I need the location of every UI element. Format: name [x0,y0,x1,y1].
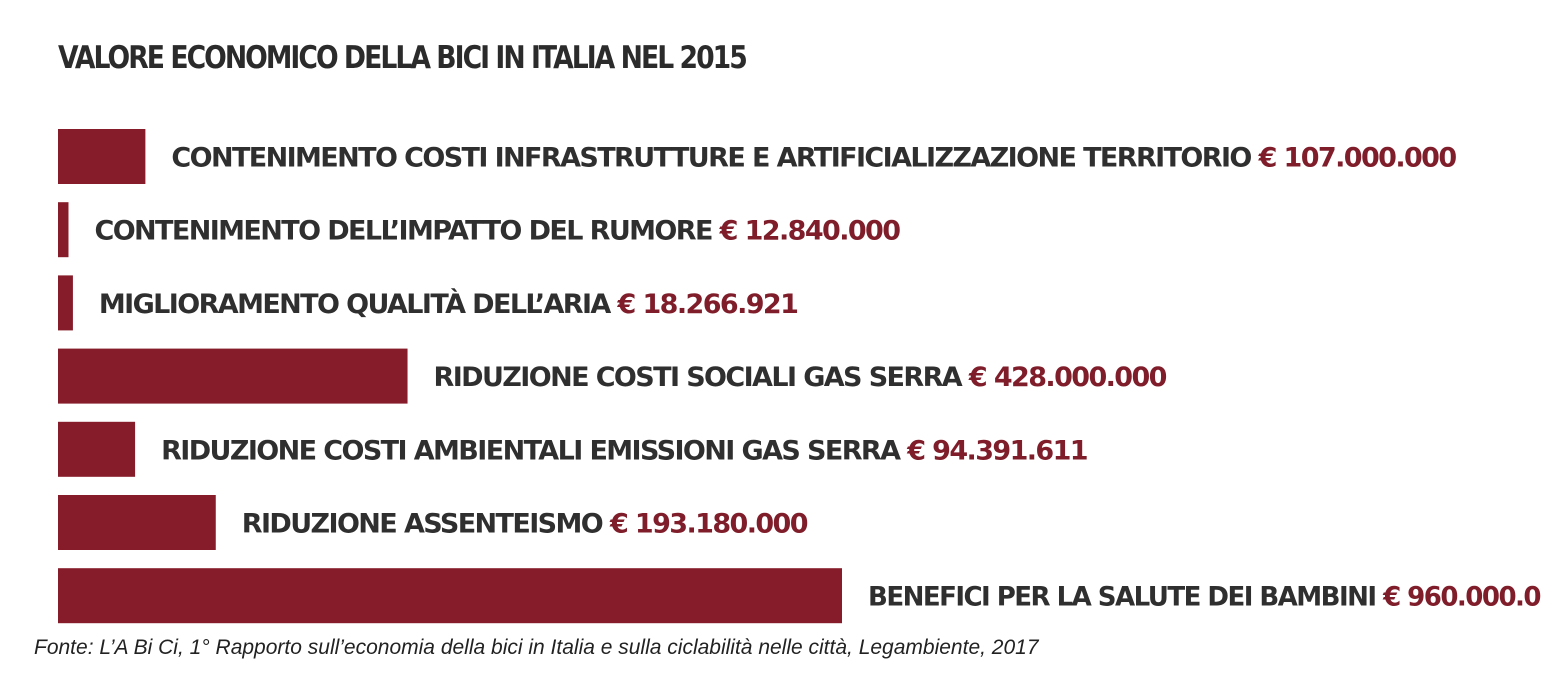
bar [58,568,842,623]
value-label: € 12.840.000 [711,215,900,247]
chart-title: VALORE ECONOMICO DELLA BICI IN ITALIA NEL 2015 [58,40,746,76]
category-label: RIDUZIONE COSTI SOCIALI GAS SERRA [433,362,962,394]
category-label: RIDUZIONE ASSENTEISMO [241,508,603,540]
bar [58,422,135,477]
bar [58,349,408,404]
bar [58,275,73,330]
bar-label [99,288,797,320]
category-label: RIDUZIONE COSTI AMBIENTALI EMISSIONI GAS SERRA [161,435,900,467]
category-label: CONTENIMENTO COSTI INFRASTRUTTURE E ARTIFICIALIZZAZIONE TERRITORIO [171,142,1251,174]
value-label: € 960.000.0 [1375,581,1546,613]
value-label: € 94.391.611 [899,435,1087,467]
value-label: € 193.180.000 [602,508,807,540]
bar [58,495,216,550]
value-label: € 107.000.000 [1250,142,1456,174]
bar-label [161,435,1087,466]
bar-label [94,216,900,247]
source-note: Fonte: L’A Bi Ci, 1° Rapporto sull’economia della bici in Italia e sulla ciclabilità nelle città, Legambiente, 2017 [34,636,1039,659]
bar-label [434,362,1167,393]
category-label: MIGLIORAMENTO QUALITÀ DELL’ARIA [98,288,610,320]
bar-label [868,581,1546,613]
category-label: BENEFICI PER LA SALUTE DEI BAMBINI [868,581,1395,613]
bar [58,202,68,257]
category-label: CONTENIMENTO DELL’IMPATTO DEL RUMORE [94,215,712,247]
bar-label [242,509,808,540]
bar [58,129,145,184]
value-label: € 18.266.921 [609,288,798,320]
value-label: € 428.000.000 [961,362,1166,394]
bar-label [171,143,1456,174]
